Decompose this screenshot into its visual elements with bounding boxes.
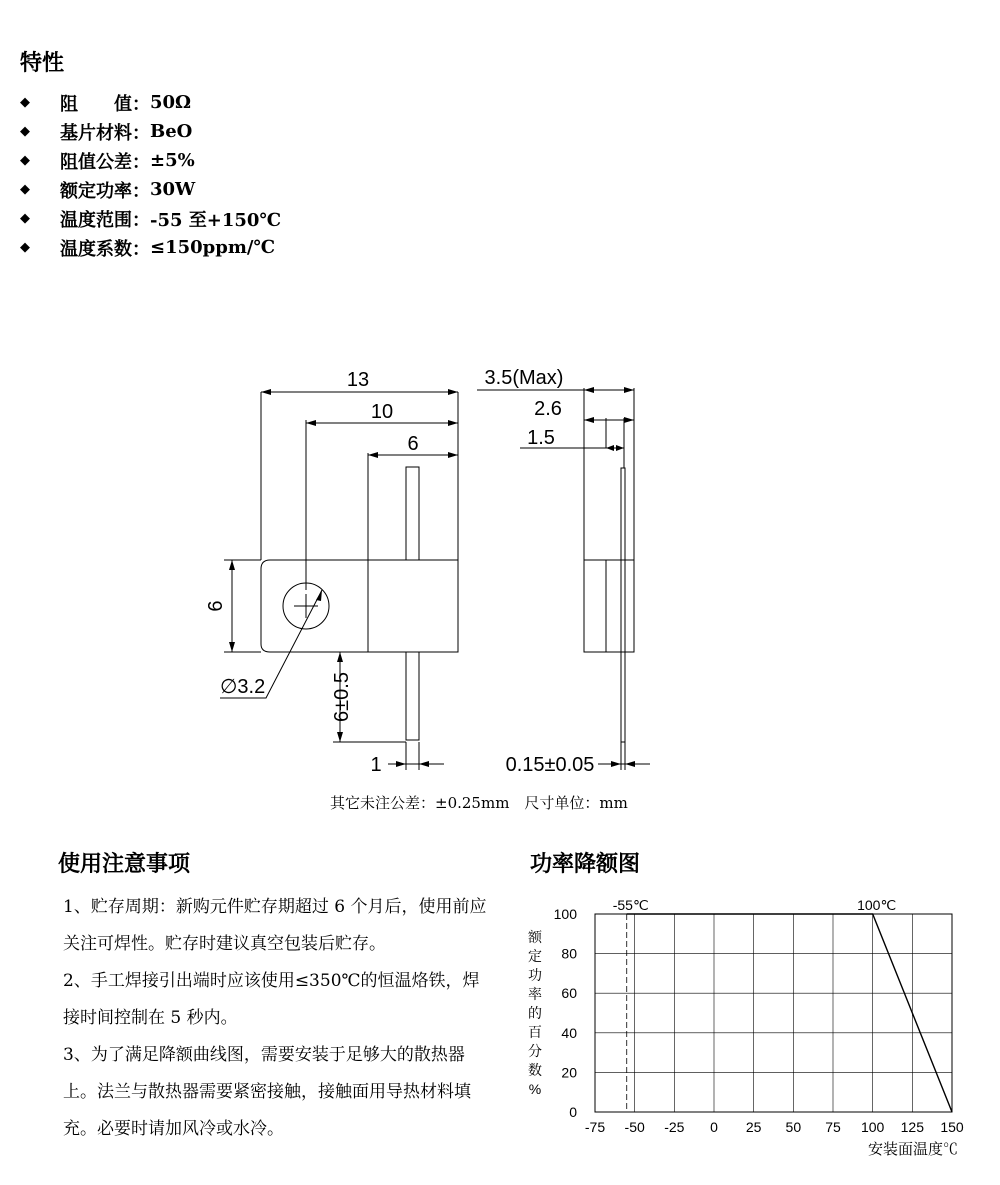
dim-6-width: 6 bbox=[407, 433, 419, 455]
dim-2-6: 2.6 bbox=[534, 398, 562, 420]
property-item bbox=[20, 117, 281, 146]
side-body bbox=[584, 560, 634, 652]
y-tick-label: 80 bbox=[561, 945, 577, 962]
y-tick-label: 0 bbox=[569, 1104, 577, 1120]
y-tick-label: 40 bbox=[561, 1024, 577, 1041]
bullet-icon: ◆ bbox=[20, 211, 30, 226]
property-value: ±5% bbox=[150, 150, 195, 171]
y-tick-label: 60 bbox=[561, 985, 577, 1002]
lead-bottom bbox=[406, 652, 419, 740]
x-axis-label: 安装面温度℃ bbox=[867, 1141, 958, 1158]
property-value: 30W bbox=[150, 179, 196, 200]
property-label: 阻值公差： bbox=[60, 151, 150, 173]
dim-lead-length: 6±0.5 bbox=[331, 672, 353, 722]
x-tick-label: -25 bbox=[664, 1119, 685, 1135]
properties-list bbox=[20, 88, 281, 262]
x-tick-label: -75 bbox=[584, 1119, 606, 1135]
dim-hole-diameter: ∅3.2 bbox=[220, 676, 266, 698]
derating-curve bbox=[627, 914, 952, 1112]
y-axis-label-char: 功 bbox=[528, 967, 542, 983]
dim-max-thickness: 3.5(Max) bbox=[484, 367, 564, 389]
property-item bbox=[20, 233, 281, 262]
property-value: ≤150ppm/℃ bbox=[150, 237, 276, 258]
usage-paragraph: 3、为了满足降额曲线图，需要安装于足够大的散热器上。法兰与散热器需要紧密接触，接触面用导热材料填充。必要时请加风冷或水冷。 bbox=[63, 1045, 471, 1139]
plot-frame bbox=[595, 914, 952, 1112]
side-lead bbox=[621, 468, 625, 742]
property-value: -55 至+150℃ bbox=[150, 209, 282, 231]
x-tick-label: -50 bbox=[624, 1119, 645, 1135]
y-axis-label-char: 数 bbox=[528, 1062, 542, 1078]
bullet-icon: ◆ bbox=[20, 95, 30, 110]
y-axis-label-char: 额 bbox=[528, 929, 542, 945]
property-item bbox=[20, 88, 281, 117]
y-axis-label-char: 百 bbox=[528, 1024, 542, 1040]
property-label: 阻 值： bbox=[60, 93, 150, 115]
x-tick-label: 25 bbox=[745, 1119, 762, 1135]
y-axis-label-char: 率 bbox=[528, 986, 542, 1002]
property-item bbox=[20, 146, 281, 175]
bullet-icon: ◆ bbox=[20, 240, 30, 255]
dim-13: 13 bbox=[346, 369, 370, 391]
y-axis-label-char: % bbox=[528, 1081, 542, 1097]
usage-title: 使用注意事项 bbox=[58, 852, 191, 877]
temperature-annotation: 100℃ bbox=[857, 897, 897, 913]
dimension-drawing bbox=[200, 355, 680, 785]
derating-chart bbox=[520, 890, 990, 1165]
y-axis-label-char: 的 bbox=[528, 1005, 542, 1021]
usage-paragraph: 1、贮存周期：新购元件贮存期超过 6 个月后，使用前应关注可焊性。贮存时建议真空包装后贮存。 bbox=[63, 897, 487, 954]
bullet-icon: ◆ bbox=[20, 153, 30, 168]
usage-notes bbox=[63, 889, 487, 1148]
dim-6-height: 6 bbox=[205, 600, 227, 612]
x-tick-label: 150 bbox=[940, 1119, 964, 1135]
property-label: 基片材料： bbox=[60, 122, 150, 144]
usage-paragraph: 2、手工焊接引出端时应该使用≤350℃的恒温烙铁，焊接时间控制在 5 秒内。 bbox=[63, 971, 480, 1028]
y-axis-label-char: 分 bbox=[528, 1043, 542, 1059]
property-value: BeO bbox=[150, 121, 193, 142]
lead-top bbox=[406, 467, 419, 560]
chart-title: 功率降额图 bbox=[530, 852, 641, 877]
dim-lead-width: 1 bbox=[370, 754, 382, 776]
temperature-annotation: -55℃ bbox=[612, 897, 649, 913]
y-axis-label-char: 定 bbox=[528, 948, 542, 964]
bullet-icon: ◆ bbox=[20, 182, 30, 197]
x-tick-label: 50 bbox=[785, 1119, 802, 1135]
property-item bbox=[20, 175, 281, 204]
y-tick-label: 20 bbox=[561, 1064, 577, 1081]
dim-10: 10 bbox=[370, 401, 394, 423]
x-tick-label: 100 bbox=[860, 1119, 885, 1135]
property-value: 50Ω bbox=[150, 92, 192, 113]
dim-lead-thickness: 0.15±0.05 bbox=[505, 754, 595, 776]
tolerance-note: 其它未注公差：±0.25mm 尺寸单位：mm bbox=[330, 794, 628, 812]
property-label: 温度系数： bbox=[60, 238, 150, 260]
y-tick-label: 100 bbox=[553, 906, 577, 922]
dim-1-5: 1.5 bbox=[527, 427, 555, 449]
x-tick-label: 125 bbox=[900, 1119, 925, 1135]
x-tick-label: 75 bbox=[825, 1119, 841, 1135]
property-label: 额定功率： bbox=[60, 180, 150, 202]
bullet-icon: ◆ bbox=[20, 124, 30, 139]
property-label: 温度范围： bbox=[60, 209, 150, 231]
properties-title: 特性 bbox=[20, 51, 65, 76]
x-tick-label: 0 bbox=[710, 1119, 718, 1135]
resistor-body bbox=[368, 560, 458, 652]
property-item bbox=[20, 204, 281, 233]
